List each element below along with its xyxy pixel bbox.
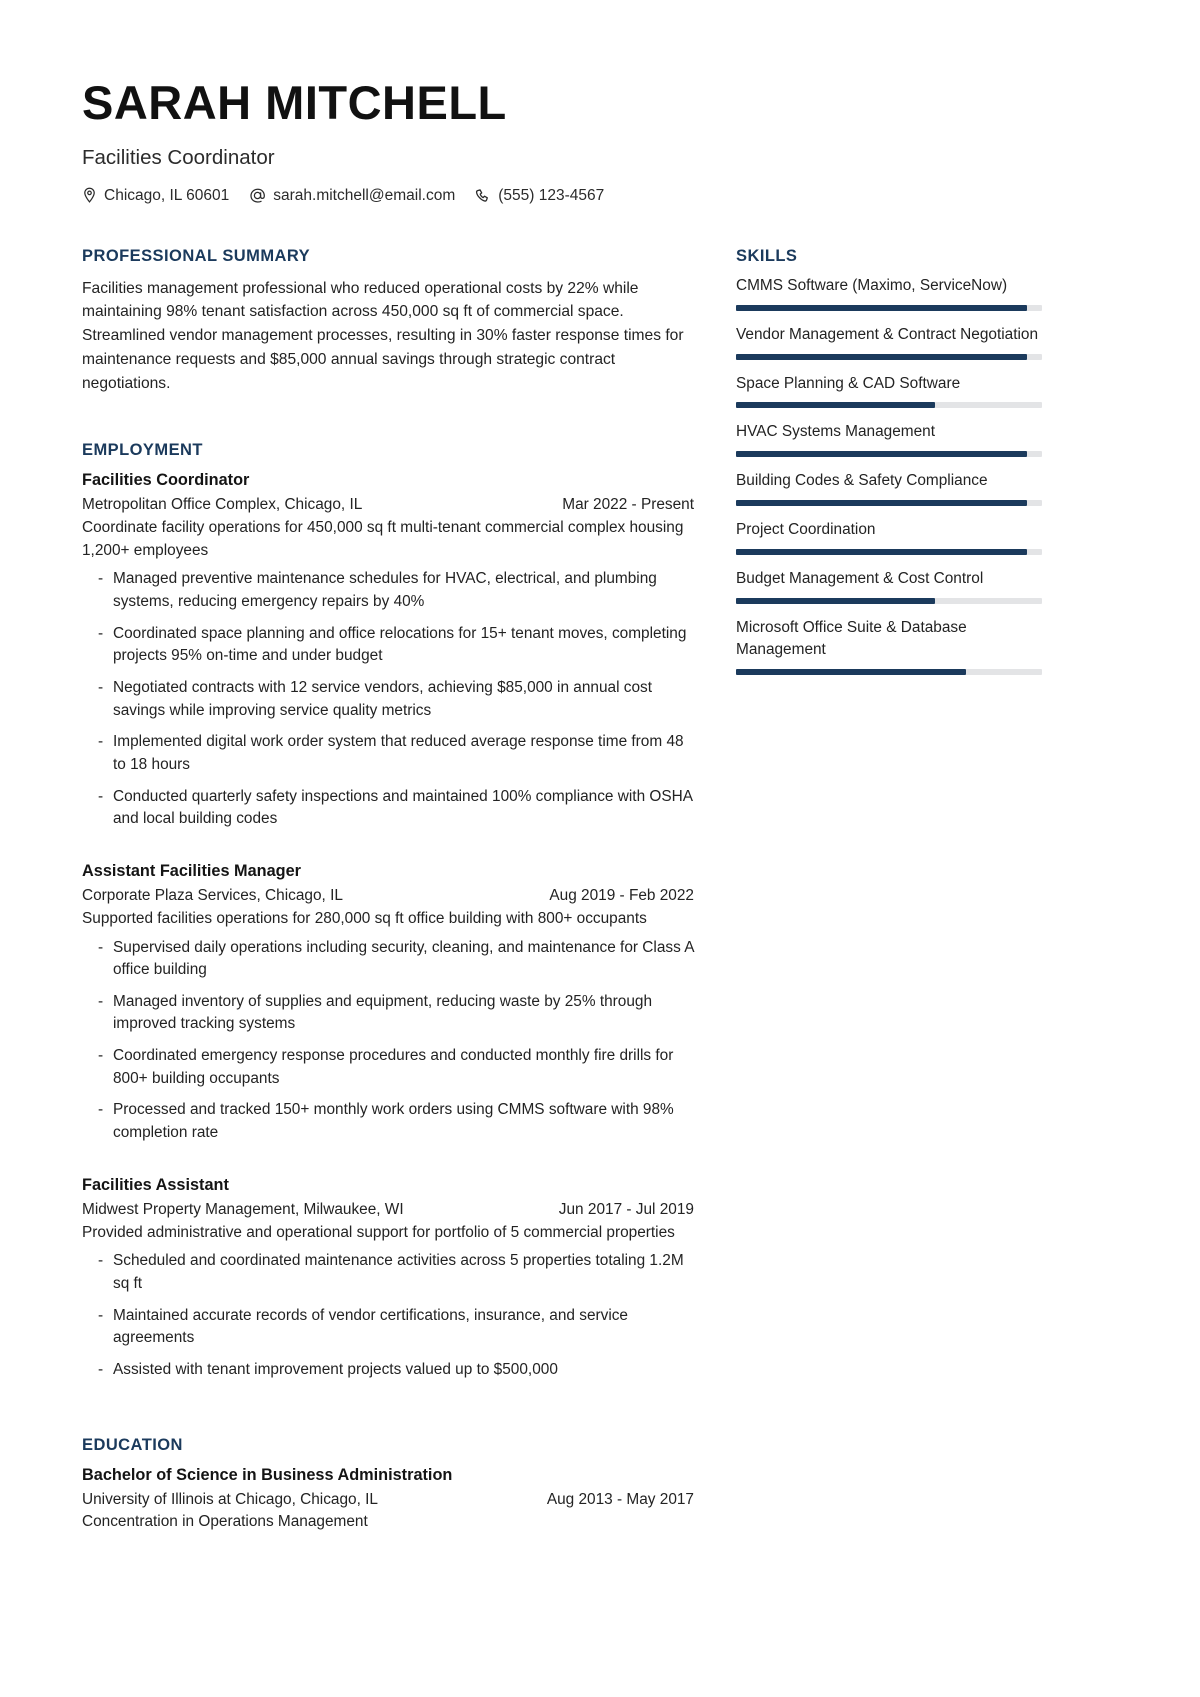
contact-row <box>82 187 1030 205</box>
employment-bullet-list <box>82 937 694 1145</box>
education-school: University of Illinois at Chicago, Chicago, IL <box>82 1491 378 1509</box>
candidate-name: SARAH MITCHELL <box>82 76 507 129</box>
skill-level-bar <box>736 451 1042 457</box>
section-education <box>82 1436 694 1531</box>
resume-header <box>82 78 1030 205</box>
employment-bullet: - Negotiated contracts with 12 service vendors, achieving $85,000 in annual cost savings while improving service quality metrics <box>82 677 694 722</box>
resume-body <box>82 246 1039 1532</box>
education-note: Concentration in Operations Management <box>82 1513 368 1531</box>
education-entry <box>82 1466 694 1531</box>
skill-label: Building Codes & Safety Compliance <box>736 472 988 490</box>
employment-meta <box>82 887 694 905</box>
employment-dates: Mar 2022 - Present <box>562 496 694 514</box>
employment-heading: EMPLOYMENT <box>82 441 203 460</box>
contact-email <box>249 187 455 205</box>
skill-item <box>736 373 1042 409</box>
skill-level-fill <box>736 305 1027 311</box>
spacer <box>82 1154 694 1176</box>
section-professional-summary <box>82 247 694 395</box>
employment-bullet: - Scheduled and coordinated maintenance activities across 5 properties totaling 1.2M sq ft <box>82 1250 694 1295</box>
contact-phone-text: (555) 123-4567 <box>498 186 605 204</box>
employment-bullet: - Assisted with tenant improvement projects valued up to $500,000 <box>82 1359 694 1382</box>
employment-meta <box>82 1201 694 1219</box>
education-meta <box>82 1491 694 1509</box>
employment-bullet: - Conducted quarterly safety inspections and maintained 100% compliance with OSHA and local building codes <box>82 786 694 831</box>
skill-level-bar <box>736 305 1042 311</box>
skill-label: Vendor Management & Contract Negotiation <box>736 325 1039 343</box>
skill-level-bar <box>736 549 1042 555</box>
employment-company: Corporate Plaza Services, Chicago, IL <box>82 886 343 904</box>
skill-item <box>736 275 1042 311</box>
employment-description: Provided administrative and operational support for portfolio of 5 commercial properties <box>82 1223 675 1241</box>
employment-entry <box>82 862 694 1145</box>
employment-bullet: - Managed inventory of supplies and equipment, reducing waste by 25% through improved tracking systems <box>82 991 694 1036</box>
skills-list <box>736 275 1042 675</box>
employment-bullet: - Processed and tracked 150+ monthly work orders using CMMS software with 98% completion rate <box>82 1099 694 1144</box>
employment-role: Facilities Assistant <box>82 1175 229 1194</box>
skill-level-fill <box>736 402 935 408</box>
contact-location-text: Chicago, IL 60601 <box>104 186 230 204</box>
employment-entry <box>82 471 694 831</box>
employment-role: Facilities Coordinator <box>82 471 250 490</box>
education-heading: EDUCATION <box>82 1436 183 1455</box>
contact-phone <box>475 187 604 205</box>
skill-label: Project Coordination <box>736 521 876 539</box>
at-sign-icon <box>249 187 266 204</box>
skill-level-fill <box>736 354 1027 360</box>
employment-bullet: - Supervised daily operations including security, cleaning, and maintenance for Class A office building <box>82 937 694 982</box>
employment-entry <box>82 1176 694 1382</box>
employment-bullet: - Coordinated space planning and office relocations for 15+ tenant moves, completing projects 95% on-time and under budget <box>82 623 694 668</box>
skill-item <box>736 470 1042 506</box>
spacer <box>82 1390 694 1436</box>
employment-dates: Aug 2019 - Feb 2022 <box>549 886 694 904</box>
employment-bullet: - Implemented digital work order system that reduced average response time from 48 to 18 hours <box>82 731 694 776</box>
skill-label: CMMS Software (Maximo, ServiceNow) <box>736 276 1008 294</box>
summary-text: Facilities management professional who reduced operational costs by 22% while maintaining 98% tenant satisfaction across 450,000 sq ft of commercial space. Streamlined vendor management processes, resulting in 30% faster response times for maintenance requests and $85,000 annual savings through strategic contract negotiations. <box>82 279 684 392</box>
phone-icon <box>475 188 491 204</box>
employment-description: Supported facilities operations for 280,000 sq ft office building with 800+ occupants <box>82 909 647 927</box>
skill-label: Budget Management & Cost Control <box>736 570 984 587</box>
skill-level-bar <box>736 598 1042 604</box>
employment-description: Coordinate facility operations for 450,000 sq ft multi-tenant commercial complex housing 1,200+ employees <box>82 519 684 559</box>
skill-level-bar <box>736 500 1042 506</box>
skill-level-bar <box>736 354 1042 360</box>
skill-level-fill <box>736 669 966 675</box>
spacer <box>82 395 694 441</box>
skill-item <box>736 519 1042 555</box>
skill-level-fill <box>736 451 1027 457</box>
employment-bullet: - Managed preventive maintenance schedules for HVAC, electrical, and plumbing systems, reducing emergency repairs by 40% <box>82 568 694 613</box>
employment-dates: Jun 2017 - Jul 2019 <box>558 1200 694 1218</box>
spacer <box>82 840 694 862</box>
skill-level-bar <box>736 669 1042 675</box>
education-degree: Bachelor of Science in Business Administration <box>82 1466 453 1485</box>
employment-bullet-list <box>82 1250 694 1381</box>
skill-level-fill <box>736 598 935 604</box>
employment-list <box>82 471 694 1381</box>
contact-location <box>82 187 229 205</box>
employment-role: Assistant Facilities Manager <box>82 861 301 880</box>
skill-level-bar <box>736 402 1042 408</box>
map-pin-icon <box>82 187 97 204</box>
skill-item <box>736 617 1042 675</box>
employment-meta <box>82 496 694 514</box>
skill-item <box>736 421 1042 457</box>
employment-bullet: - Coordinated emergency response procedures and conducted monthly fire drills for 800+ building occupants <box>82 1045 694 1090</box>
summary-heading: PROFESSIONAL SUMMARY <box>82 246 311 265</box>
skill-level-fill <box>736 500 1027 506</box>
candidate-job-title: Facilities Coordinator <box>82 145 275 169</box>
section-skills <box>736 247 1042 675</box>
employment-bullet: - Maintained accurate records of vendor certifications, insurance, and service agreements <box>82 1305 694 1350</box>
main-column <box>82 247 694 1532</box>
employment-company: Metropolitan Office Complex, Chicago, IL <box>82 496 363 514</box>
skill-item <box>736 324 1042 360</box>
side-column <box>736 247 1042 688</box>
contact-email-text: sarah.mitchell@email.com <box>273 186 456 204</box>
skill-label: Microsoft Office Suite & Database Management <box>736 618 967 658</box>
skills-heading: SKILLS <box>736 246 798 265</box>
section-employment <box>82 441 694 1381</box>
skill-label: HVAC Systems Management <box>736 423 936 441</box>
education-list <box>82 1466 694 1531</box>
skill-item <box>736 568 1042 604</box>
skill-label: Space Planning & CAD Software <box>736 374 961 392</box>
employment-bullet-list <box>82 568 694 830</box>
employment-company: Midwest Property Management, Milwaukee, WI <box>82 1200 404 1218</box>
education-dates: Aug 2013 - May 2017 <box>546 1491 694 1509</box>
skill-level-fill <box>736 549 1027 555</box>
